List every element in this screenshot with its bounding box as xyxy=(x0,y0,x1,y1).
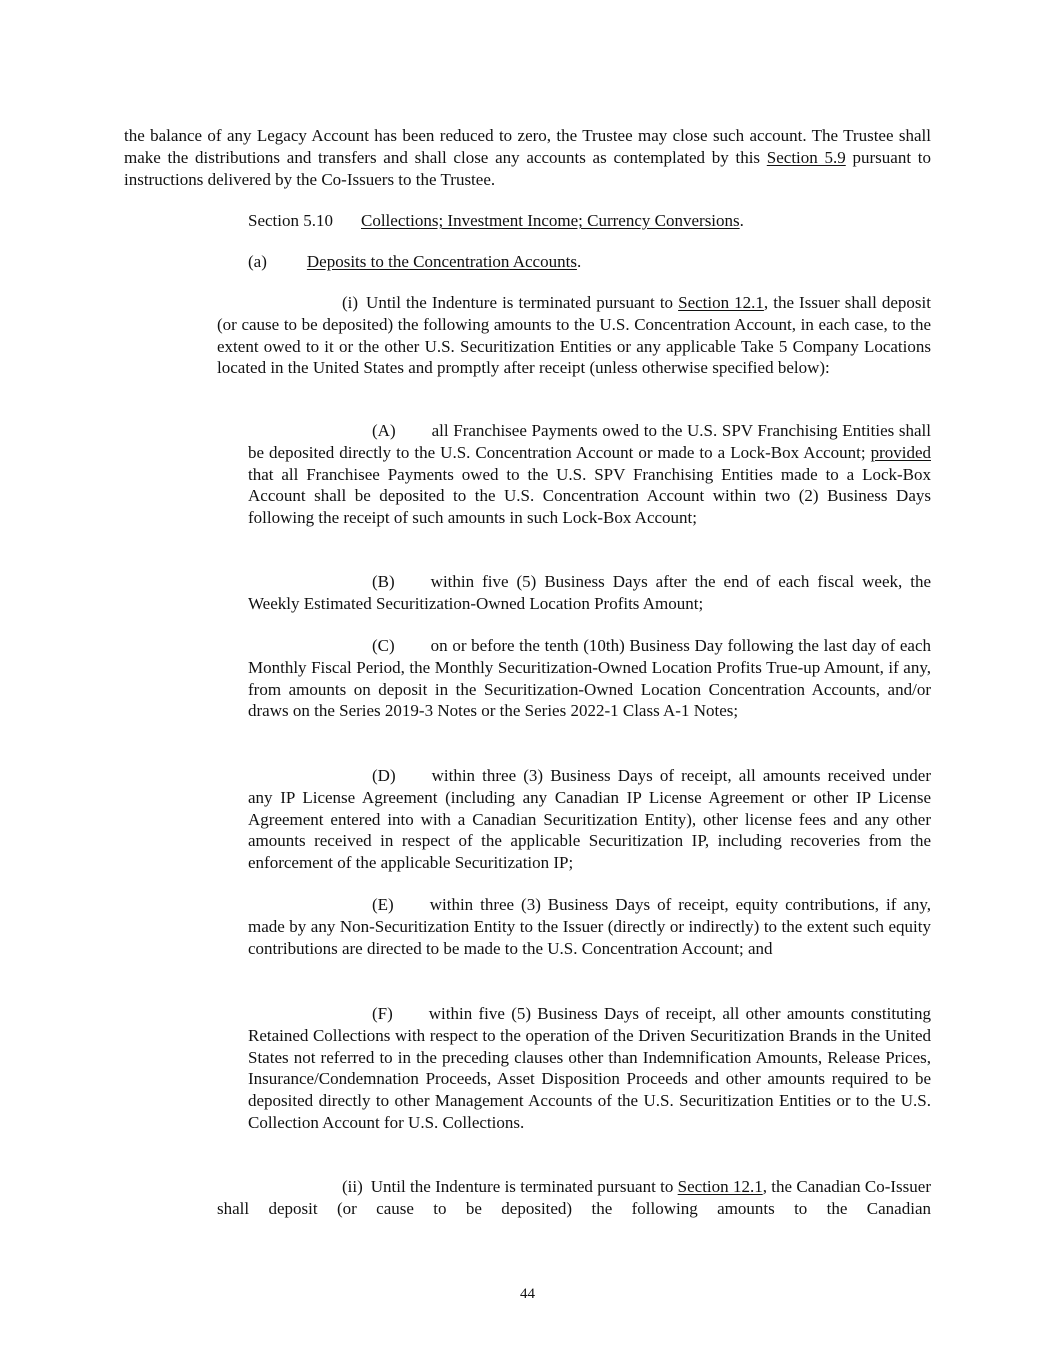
page-number: 44 xyxy=(520,1286,535,1302)
item-label: (B) xyxy=(372,572,395,591)
section-12-1-reference[interactable]: Section 12.1 xyxy=(678,293,764,312)
item-a-paragraph: (A) all Franchisee Payments owed to the U.S. SPV Franchising Entities shall be deposited directly to the U.S. Concentration Account or made to a Lock-Box Account; provided that all Franchisee Payments owed to the U.S. SPV Franchising Entities made to a Lock-Box Account shall be deposited to the U.S. Concentration Account within two (2) Business Days following the receipt of such amounts in such Lock-Box Account; xyxy=(248,421,931,528)
item-label: (E) xyxy=(372,895,394,914)
clause-i-paragraph: (i) Until the Indenture is terminated pursuant to Section 12.1, the Issuer shall deposit (or cause to be deposited) the following amounts to the U.S. Concentration Account, in each case, to the extent owed to it or the other U.S. Securitization Entities or any applicable Take 5 Company Locations located in the United States and promptly after receipt (unless otherwise specified below): xyxy=(217,293,931,378)
item-e-paragraph: (E) within three (3) Business Days of receipt, equity contributions, if any, made by any Non-Securitization Entity to the Issuer (directly or indirectly) to the extent such equity contributions are directed to be made to the U.S. Concentration Account; and xyxy=(248,895,931,958)
section-heading: Section 5.10 Collections; Investment Income; Currency Conversions. xyxy=(248,211,744,230)
item-b-paragraph: (B) within five (5) Business Days after the end of each fiscal week, the Weekly Estimated Securitization-Owned Location Profits Amount; xyxy=(248,572,931,613)
item-label: (A) xyxy=(372,421,396,440)
item-label: (F) xyxy=(372,1004,393,1023)
item-f-paragraph: (F) within five (5) Business Days of receipt, all other amounts constituting Retained Collections with respect to the operation of the Driven Securitization Brands in the United States not referred to in the preceding clauses other than Indemnification Amounts, Release Prices, Insurance/Condemnation Proceeds, Asset Disposition Proceeds and other amounts required to be deposited directly to other Management Accounts of the U.S. Securitization Entities or to the U.S. Collection Account for U.S. Collections. xyxy=(248,1004,931,1132)
section-title: Collections; Investment Income; Currency Conversions xyxy=(361,211,740,230)
subsection-label: (a) xyxy=(248,252,267,271)
item-c-paragraph: (C) on or before the tenth (10th) Business Day following the last day of each Monthly Fiscal Period, the Monthly Securitization-Owned Location Profits True-up Amount, if any, from amounts on deposit in the Securitization-Owned Location Concentration Accounts, and/or draws on the Series 2019-3 Notes or the Series 2022-1 Class A-1 Notes; xyxy=(248,636,931,721)
section-5-9-reference[interactable]: Section 5.9 xyxy=(766,147,846,167)
clause-label: (i) xyxy=(342,293,359,312)
item-label: (D) xyxy=(372,766,396,785)
subsection-a-heading: (a) Deposits to the Concentration Accounts. xyxy=(248,252,582,271)
clause-label: (ii) xyxy=(342,1177,363,1196)
item-label: (C) xyxy=(372,636,395,655)
clause-ii-paragraph: (ii) Until the Indenture is terminated pursuant to Section 12.1, the Canadian Co-Issuer shall deposit (or cause to be deposited) the following amounts to the Canadian xyxy=(217,1177,931,1218)
item-d-paragraph: (D) within three (3) Business Days of receipt, all amounts received under any IP License Agreement (including any Canadian IP License Agreement or other IP License Agreement entered into with a Canadian Securitization Entity), other license fees and any other amounts received in respect of the applicable Securitization IP, including recoveries from the enforcement of the applicable Securitization IP; xyxy=(248,766,931,873)
section-12-1-reference[interactable]: Section 12.1 xyxy=(677,1177,763,1196)
subsection-title: Deposits to the Concentration Accounts xyxy=(306,252,577,271)
intro-paragraph: the balance of any Legacy Account has been reduced to zero, the Trustee may close such account. The Trustee shall make the distributions and transfers and shall close any accounts as contemplated by this Section 5.9 pursuant to instructions delivered by the Co-Issuers to the Trustee. xyxy=(124,126,931,189)
provided-term: provided xyxy=(870,442,931,462)
section-number: Section 5.10 xyxy=(248,211,333,230)
